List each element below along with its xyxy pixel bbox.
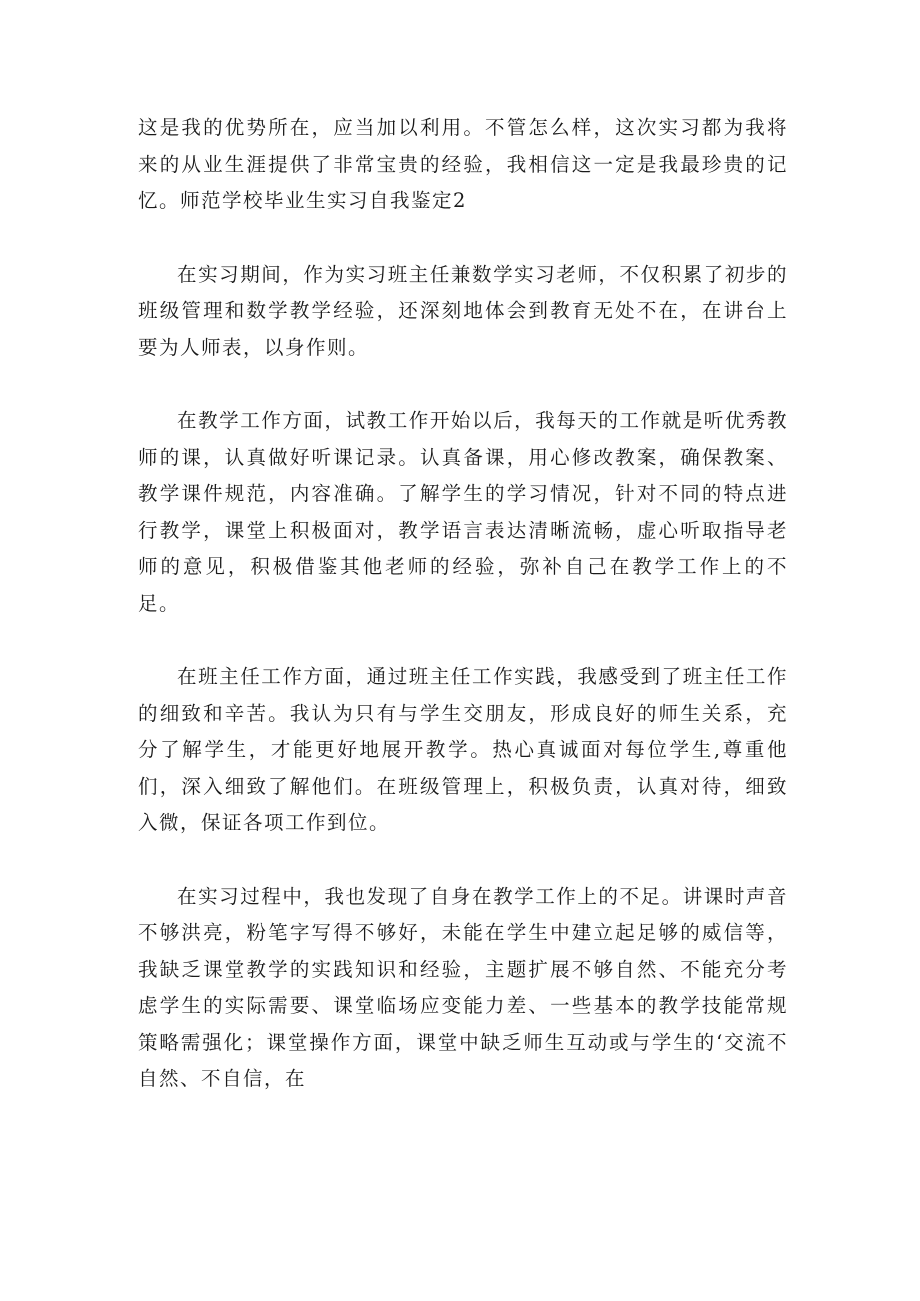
paragraph-internship-period: 在实习期间，作为实习班主任兼数学实习老师，不仅积累了初步的班级管理和数学教学经验，还深刻地体会到教育无处不在，在讲台上要为人师表，以身作则。 <box>138 262 788 359</box>
paragraph-head-teacher-work: 在班主任工作方面，通过班主任工作实践，我感受到了班主任工作的细致和辛苦。我认为只有与学生交朋友，形成良好的师生关系，充分了解学生，才能更好地展开教学。热心真诚面对每位学生,尊重他们，深入细致了解他们。在班级管理上，积极负责，认真对待，细致入微，保证各项工作到位。 <box>138 665 788 834</box>
paragraph-continuation: 这是我的优势所在，应当加以利用。不管怎么样，这次实习都为我将来的从业生涯提供了非常宝贵的经验，我相信这一定是我最珍贵的记忆。师范学校毕业生实习自我鉴定2 <box>138 116 788 212</box>
document-page <box>138 110 788 1098</box>
paragraph-teaching-work: 在教学工作方面，试教工作开始以后，我每天的工作就是听优秀教师的课，认真做好听课记录。认真备课，用心修改教案，确保教案、教学课件规范，内容准确。了解学生的学习情况，针对不同的特点进行教学，课堂上积极面对，教学语言表达清晰流畅，虚心听取指导老师的意见，积极借鉴其他老师的经验，弥补自己在教学工作上的不足。 <box>138 409 788 615</box>
paragraph-shortcomings: 在实习过程中，我也发现了自身在教学工作上的不足。讲课时声音不够洪亮，粉笔字写得不够好，未能在学生中建立起足够的威信等，我缺乏课堂教学的实践知识和经验，主题扩展不够自然、不能充分考虑学生的实际需要、课堂临场应变能力差、一些基本的教学技能常规策略需强化；课堂操作方面，课堂中缺乏师生互动或与学生的‘交流不自然、不自信，在 <box>138 884 788 1090</box>
